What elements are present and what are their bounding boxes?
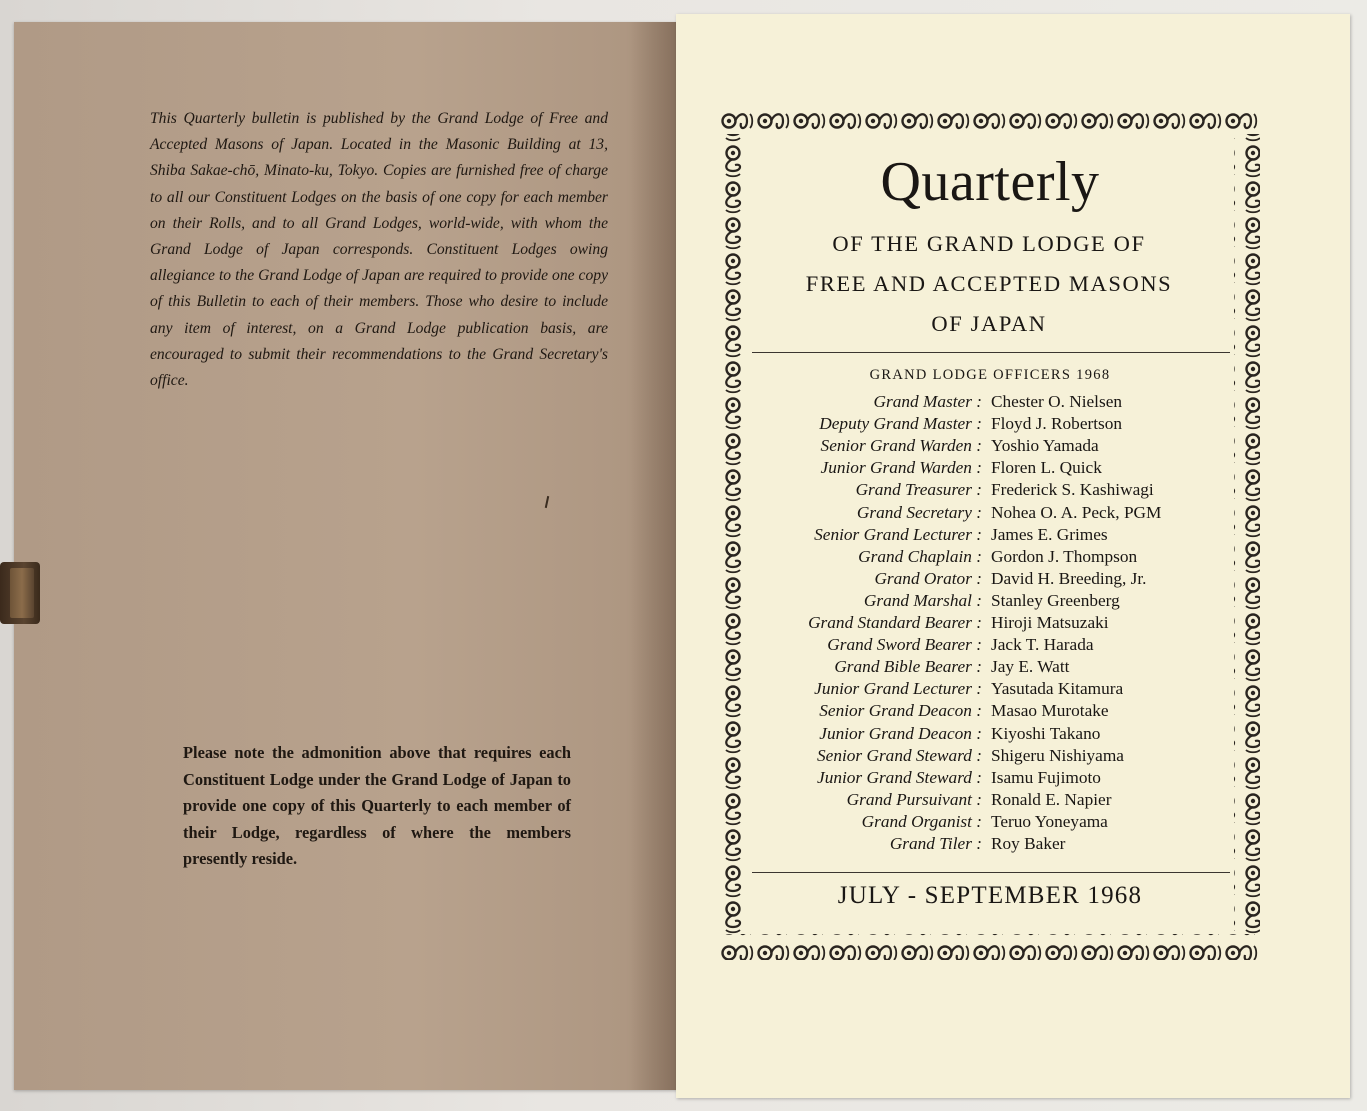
officer-name: Yasutada Kitamura xyxy=(991,679,1124,699)
officers-heading: GRAND LODGE OFFICERS 1968 xyxy=(869,367,1111,383)
subtitle-line-1: OF THE GRAND LODGE OF xyxy=(832,231,1146,256)
officer-role: Junior Grand Lecturer : xyxy=(814,679,982,699)
officer-name: Isamu Fujimoto xyxy=(991,767,1101,787)
officer-name: Nohea O. A. Peck, PGM xyxy=(991,502,1162,522)
officer-row xyxy=(752,812,1222,834)
binding-staple xyxy=(0,562,40,624)
officer-row xyxy=(752,724,1222,746)
officer-role: Grand Master : xyxy=(873,392,982,411)
officer-name: Gordon J. Thompson xyxy=(991,546,1138,566)
officer-row xyxy=(752,525,1222,547)
officer-role: Grand Orator : xyxy=(874,568,982,588)
officer-name: Jay E. Watt xyxy=(991,657,1070,677)
officer-role: Grand Marshal : xyxy=(863,590,982,610)
officer-row xyxy=(752,701,1222,723)
officer-role: Grand Bible Bearer : xyxy=(834,657,982,677)
officer-row xyxy=(752,503,1222,525)
subtitle-line-2: FREE AND ACCEPTED MASONS xyxy=(805,271,1173,296)
officer-role: Deputy Grand Master : xyxy=(819,414,982,434)
officer-name: Chester O. Nielsen xyxy=(991,392,1123,411)
officer-row xyxy=(752,790,1222,812)
officer-name: Masao Murotake xyxy=(991,701,1109,721)
issue-date: JULY - SEPTEMBER 1968 xyxy=(837,882,1143,909)
top-divider xyxy=(752,352,1230,353)
officer-row xyxy=(752,746,1222,768)
bottom-divider xyxy=(752,872,1230,873)
publication-title: Quarterly xyxy=(880,151,1100,213)
subtitle-line-3: OF JAPAN xyxy=(931,311,1047,336)
officer-name: Roy Baker xyxy=(991,834,1066,853)
officer-name: Frederick S. Kashiwagi xyxy=(991,480,1154,500)
officer-row xyxy=(752,414,1222,436)
officer-name: Floren L. Quick xyxy=(991,458,1102,478)
officer-role: Senior Grand Lecturer : xyxy=(814,524,982,544)
officer-name: David H. Breeding, Jr. xyxy=(991,568,1147,588)
officer-role: Senior Grand Steward : xyxy=(817,745,982,765)
officer-role: Grand Treasurer : xyxy=(855,480,982,500)
officer-role: Junior Grand Steward : xyxy=(817,767,982,787)
officer-role: Senior Grand Deacon : xyxy=(819,701,982,721)
officer-row xyxy=(752,657,1222,679)
officer-row xyxy=(752,635,1222,657)
officer-role: Junior Grand Deacon : xyxy=(819,723,982,743)
officer-role: Grand Tiler : xyxy=(889,834,982,853)
officer-row xyxy=(752,768,1222,790)
officer-row xyxy=(752,480,1222,502)
officer-role: Grand Secretary : xyxy=(856,502,982,522)
officer-name: Yoshio Yamada xyxy=(991,436,1099,456)
officer-row xyxy=(752,834,1222,856)
officer-name: Hiroji Matsuzaki xyxy=(991,613,1109,632)
officer-row xyxy=(752,591,1222,613)
officer-name: Floyd J. Robertson xyxy=(991,414,1123,434)
publication-blurb: This Quarterly bulletin is published by the Grand Lodge of Free and Accepted Masons of Japan. Located in the Masonic Building at 13, Shiba Sakae-chō, Minato-ku, Tokyo. Copies are furnished free of charge to all our Constituent Lodges on the basis of one copy for each member on their Rolls, and to all Grand Lodges, world-wide, with whom the Grand Lodge of Japan corresponds. Constituent Lodges owing allegiance to the Grand Lodge of Japan are required to provide one copy of this Bulletin to each of their members. Those who desire to include any item of interest, on a Grand Lodge publication basis, are encouraged to submit their recommendations to the Grand Secretary's office. xyxy=(150,110,608,390)
officer-row xyxy=(752,392,1222,414)
officer-role: Grand Organist : xyxy=(861,811,982,831)
officer-role: Grand Sword Bearer : xyxy=(827,635,982,655)
officer-row xyxy=(752,547,1222,569)
officer-role: Junior Grand Warden : xyxy=(820,458,982,478)
officer-row xyxy=(752,613,1222,635)
officer-name: James E. Grimes xyxy=(991,524,1108,544)
officer-name: Shigeru Nishiyama xyxy=(991,745,1124,765)
officer-row xyxy=(752,569,1222,591)
officer-row xyxy=(752,679,1222,701)
officer-name: Teruo Yoneyama xyxy=(991,811,1108,831)
officer-row xyxy=(752,458,1222,480)
officer-row xyxy=(752,436,1222,458)
officer-name: Jack T. Harada xyxy=(991,635,1094,655)
officer-role: Senior Grand Warden : xyxy=(820,436,982,456)
officer-role: Grand Pursuivant : xyxy=(846,789,982,809)
officer-name: Kiyoshi Takano xyxy=(991,723,1101,743)
officer-role: Grand Chaplain : xyxy=(858,546,982,566)
officer-role: Grand Standard Bearer : xyxy=(808,613,982,632)
officer-name: Ronald E. Napier xyxy=(991,789,1112,809)
officer-name: Stanley Greenberg xyxy=(991,590,1120,610)
admonition-notice: Please note the admonition above that requires each Constituent Lodge under the Grand Lodge of Japan to provide one copy of this Quarterly to each member of their Lodge, regardless of where the members presently reside. xyxy=(183,743,571,869)
